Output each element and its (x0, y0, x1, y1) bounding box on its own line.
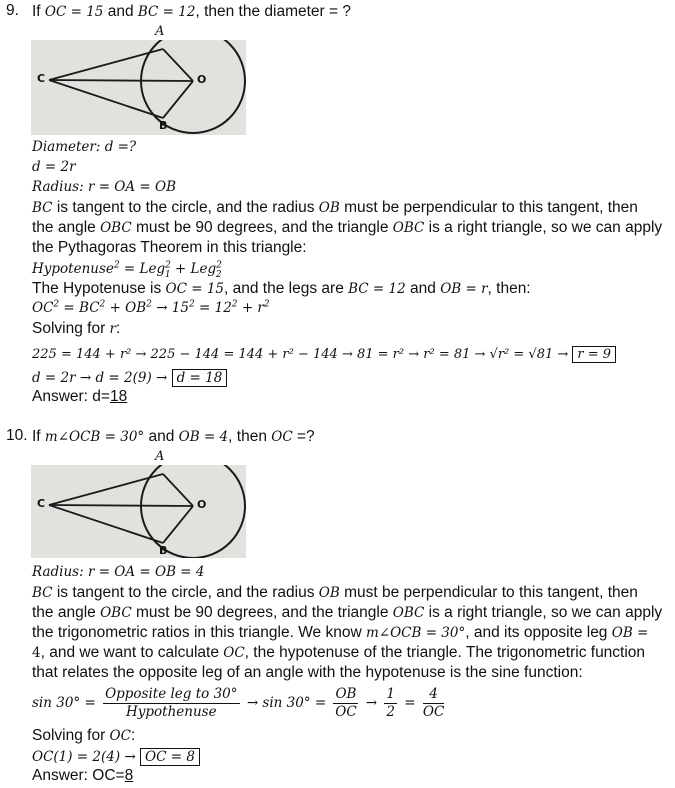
q9-d-eq-line: d = 2r (32, 159, 76, 175)
q10-figure (31, 449, 246, 558)
q10-para-2: the angle OBC must be 90 degrees, and the triangle OBC is a right triangle, so we can apply (32, 604, 663, 621)
fraction-one-half: $\frac{1}{2}$ (386, 686, 395, 720)
q9-radius-line: Radius: r = OA = OB (32, 179, 176, 195)
q9-solving-line: Solving for r: (32, 320, 121, 337)
tangent-circle-diagram (31, 465, 246, 558)
q9-para-1: BC is tangent to the circle, and the radius OB must be perpendicular to this tangent, then (32, 199, 638, 216)
fraction-ob-over-oc: $\frac{OB}{OC}$ (335, 686, 357, 720)
point-c-label: C (37, 497, 46, 510)
point-o-label: O (197, 73, 207, 86)
q10-oc-result-line: OC(1) = 2(4) → OC = 8 (32, 747, 200, 767)
q10-para-3: the trigonometric ratios in this triangle. We know m∠OCB = 30°, and its opposite leg OB = (32, 624, 649, 641)
point-o-label: O (197, 498, 207, 511)
point-c-label: C (37, 72, 46, 85)
point-b-label: B (159, 544, 168, 557)
q9-number: 9. (6, 2, 19, 19)
q9-hypotenuse-line: The Hypotenuse is OC = 15, and the legs are BC = 12 and OB = r, then: (32, 280, 531, 297)
point-a-label: A (155, 24, 165, 39)
q9-solution-chain: 225 = 144 + r² → 225 − 144 = 144 + r² − 144 → 81 = r² → r² = 81 → √r² = √81 → r = 9 (32, 345, 616, 365)
q9-pythagoras-eq: $OC^2 = BC^2 + OB^2 \to 15^2 = 12^2 + r^2$ (32, 299, 270, 316)
q9-diameter-line: Diameter: d =? (32, 139, 137, 155)
q9-para-2: the angle OBC must be 90 degrees, and the triangle OBC is a right triangle, so we can apply (32, 219, 663, 236)
fraction-four-over-oc: $\frac{4}{OC}$ (422, 686, 445, 720)
q10-para-4: 4, and we want to calculate OC, the hypotenuse of the triangle. The trigonometric function (32, 644, 646, 661)
q9-figure (31, 24, 246, 135)
fraction-opposite-over-hypotenuse: $\frac{\text{Opposite leg to 30°}}{\text{Hypothenuse}}$ (105, 686, 238, 720)
q9-para-3: the Pythagoras Theorem in this triangle: (32, 239, 307, 256)
point-b-label: B (159, 119, 168, 132)
q10-number: 10. (6, 427, 28, 444)
q9-question: If OC = 15 and BC = 12, then the diameter = ? (32, 3, 351, 20)
q9-d-result-box: d = 18 (172, 369, 228, 387)
q10-sine-equation: sin 30° = $\frac{\text{Opposite leg to 30°}}{\text{Hypothenuse}}$ → sin 30° = $\frac{OB}{OC}$ → $\frac{1}{2}$ = $\frac{4}{OC}$ (32, 686, 445, 720)
q10-para-5: that relates the opposite leg of an angle with the hypotenuse is the sine function: (32, 664, 583, 681)
q10-radius-line: Radius: r = OA = OB = 4 (32, 564, 205, 580)
q9-r-result-box: r = 9 (572, 346, 616, 363)
tangent-circle-diagram (31, 40, 246, 135)
q10-para-1: BC is tangent to the circle, and the radius OB must be perpendicular to this tangent, then (32, 584, 638, 601)
q10-oc-result-box: OC = 8 (140, 748, 200, 766)
q10-question: If m∠OCB = 30° and OB = 4, then OC =? (32, 428, 315, 445)
q9-hypotenuse-formula: Hypotenuse$^2$ = Leg$^2_1$ + Leg$^2_2$ (32, 260, 222, 280)
q10-answer: Answer: OC=8 (32, 767, 134, 784)
q9-d-result-line: d = 2r → d = 2(9) → d = 18 (32, 368, 227, 388)
point-a-label: A (155, 449, 165, 464)
q10-solving-line: Solving for OC: (32, 727, 136, 744)
q9-answer: Answer: d=18 (32, 388, 128, 405)
